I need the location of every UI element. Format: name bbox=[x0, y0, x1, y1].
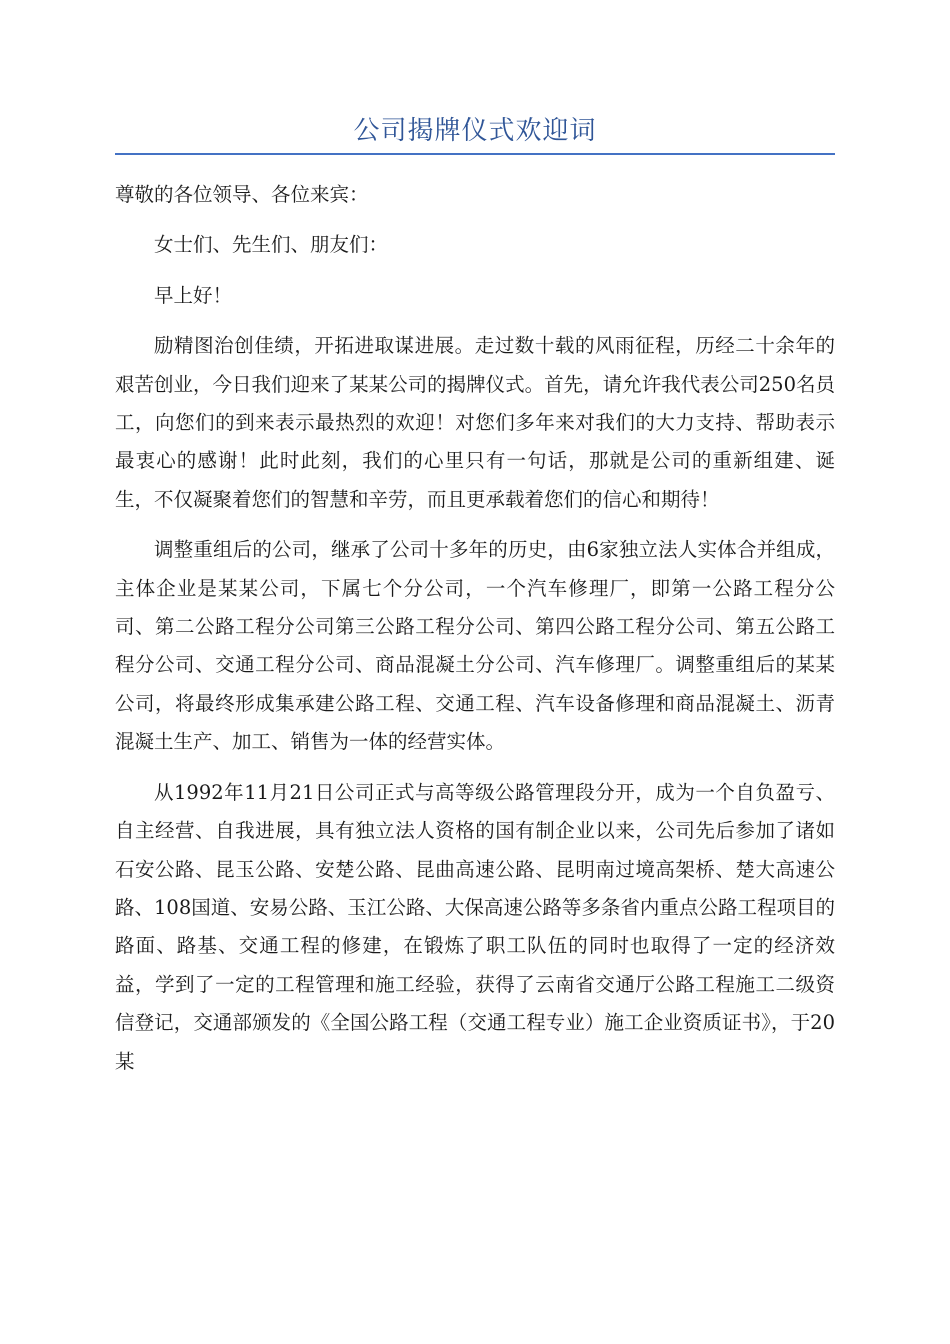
greeting-paragraph: 女士们、先生们、朋友们： bbox=[154, 233, 389, 257]
welcome-paragraph: 励精图治创佳绩，开拓进取谋进展。走过数十载的风雨征程，历经二十余年的艰苦创业，今日我们迎来了某某公司的揭牌仪式。首先，请允许我代表公司250名员工，向您们的到来表示最热烈的欢迎！对您们多年来对我们的大力支持、帮助表示最衷心的感谢！此时此刻，我们的心里只有一句话，那就是公司的重新组建、诞生，不仅凝聚着您们的智慧和辛劳，而且更承载着您们的信心和期待！ bbox=[115, 334, 835, 511]
document-body bbox=[115, 176, 835, 1093]
good-morning-paragraph: 早上好！ bbox=[154, 283, 233, 307]
restructuring-paragraph: 调整重组后的公司，继承了公司十多年的历史，由6家独立法人实体合并组成，主体企业是某某公司，下属七个分公司，一个汽车修理厂，即第一公路工程分公司、第二公路工程分公司第三公路工程分公司、第四公路工程分公司、第五公路工程分公司、交通工程分公司、商品混凝土分公司、汽车修理厂。调整重组后的某某公司，将最终形成集承建公路工程、交通工程、汽车设备修理和商品混凝土、沥青混凝土生产、加工、销售为一体的经营实体。 bbox=[115, 538, 835, 754]
salutation-paragraph: 尊敬的各位领导、各位来宾： bbox=[115, 183, 369, 206]
history-paragraph: 从1992年11月21日公司正式与高等级公路管理段分开，成为一个自负盈亏、自主经营、自我进展，具有独立法人资格的国有制企业以来，公司先后参加了诸如石安公路、昆玉公路、安楚公路、昆曲高速公路、昆明南过境高架桥、楚大高速公路、108国道、安易公路、玉江公路、大保高速公路等多条省内重点公路工程项目的路面、路基、交通工程的修建，在锻炼了职工队伍的同时也取得了一定的经济效益，学到了一定的工程管理和施工经验，获得了云南省交通厅公路工程施工二级资信登记，交通部颁发的《全国公路工程（交通工程专业）施工企业资质证书》，于20某 bbox=[115, 780, 835, 1073]
document-title: 公司揭牌仪式欢迎词 bbox=[353, 116, 597, 146]
title-underline-rule bbox=[115, 153, 835, 155]
